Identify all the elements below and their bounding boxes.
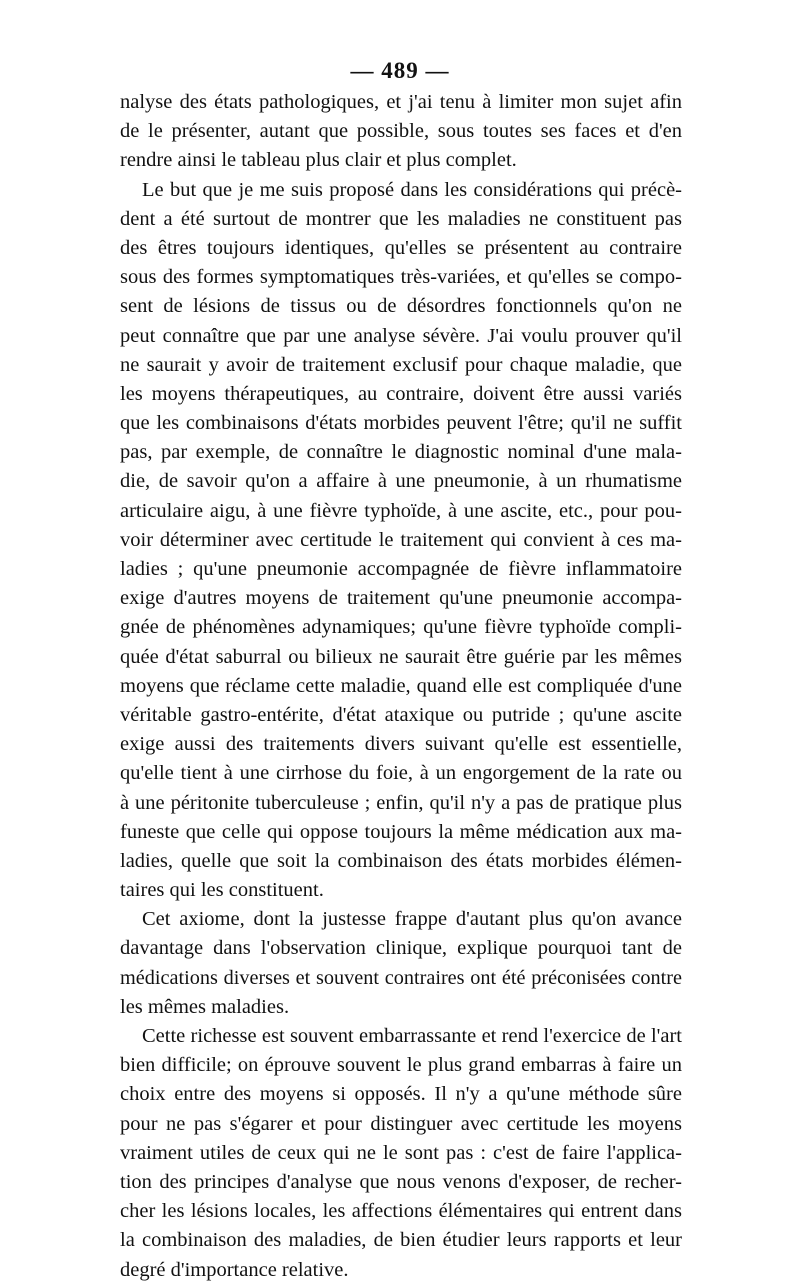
text-line: médications diverses et souvent contraires ont été préconisées contre [120,966,682,989]
paragraph-start-line: Cette richesse est souvent embarrassante et rend l'exercice de l'art [142,1025,682,1047]
text-line: peut connaître que par une analyse sévère. J'ai voulu prouver qu'il [120,324,682,347]
text-line: rendre ainsi le tableau plus clair et plus complet. [120,149,517,172]
body-text [120,88,682,1285]
text-line: ne saurait y avoir de traitement exclusif pour chaque maladie, que [120,353,682,376]
text-line: ladies, quelle que soit la combinaison des états morbides élémen- [120,849,682,872]
text-line: dent a été surtout de montrer que les maladies ne constituent pas [120,207,682,230]
text-line: la combinaison des maladies, de bien étudier leurs rapports et leur [120,1229,682,1252]
text-line: davantage dans l'observation clinique, explique pourquoi tant de [120,937,682,960]
text-line: que les combinaisons d'états morbides peuvent l'être; qu'il ne suffit [120,412,682,435]
text-line: sous des formes symptomatiques très-variées, et qu'elles se compo- [120,266,682,289]
text-line: die, de savoir qu'on a affaire à une pneumonie, à un rhumatisme [120,470,682,493]
text-line: pour ne pas s'égarer et pour distinguer avec certitude les moyens [120,1112,682,1135]
text-line: qu'elle tient à une cirrhose du foie, à un engorgement de la rate ou [120,762,682,785]
text-line: degré d'importance relative. [120,1258,349,1281]
text-line: tion des principes d'analyse que nous venons d'exposer, de recher- [120,1170,682,1193]
text-line: pas, par exemple, de connaître le diagnostic nominal d'une mala- [120,441,682,464]
paragraph-start-line: Cet axiome, dont la justesse frappe d'autant plus qu'on avance [142,908,682,931]
text-line: exige aussi des traitements divers suivant qu'elle est essentielle, [120,733,682,756]
text-line: bien difficile; on éprouve souvent le plus grand embarras à faire un [120,1054,682,1077]
text-line: les moyens thérapeutiques, au contraire, doivent être aussi variés [120,382,682,405]
text-line: moyens que réclame cette maladie, quand elle est compliquée d'une [120,674,682,697]
text-line: taires qui les constituent. [120,879,324,902]
text-line: funeste que celle qui oppose toujours la même médication aux ma- [120,820,682,843]
text-line: de le présenter, autant que possible, sous toutes ses faces et d'en [120,120,682,143]
text-line: articulaire aigu, à une fièvre typhoïde, à une ascite, etc., pour pou- [120,499,682,522]
paragraph-start-line: Le but que je me suis proposé dans les considérations qui précè- [142,178,682,201]
text-line: exige d'autres moyens de traitement qu'une pneumonie accompa- [120,587,682,610]
text-line: vraiment utiles de ceux qui ne le sont pas : c'est de faire l'applica- [120,1141,682,1164]
text-line: gnée de phénomènes adynamiques; qu'une fièvre typhoïde compli- [120,616,682,639]
text-line: ladies ; qu'une pneumonie accompagnée de fièvre inflammatoire [120,558,682,580]
text-line: les mêmes maladies. [120,995,290,1018]
text-line: véritable gastro-entérite, d'état ataxique ou putride ; qu'une ascite [120,703,682,726]
text-line: des êtres toujours identiques, qu'elles se présentent au contraire [120,236,682,259]
text-line: choix entre des moyens si opposés. Il n'y a qu'une méthode sûre [120,1083,682,1106]
text-line: cher les lésions locales, les affections élémentaires qui entrent dans [120,1200,682,1223]
text-line: voir déterminer avec certitude le traitement qui convient à ces ma- [120,528,682,551]
text-line: à une péritonite tuberculeuse ; enfin, qu'il n'y a pas de pratique plus [120,791,682,814]
text-line: nalyse des états pathologiques, et j'ai tenu à limiter mon sujet afin [120,91,682,113]
page-number: — 489 — [350,58,450,83]
text-line: quée d'état saburral ou bilieux ne saurait être guérie par les mêmes [120,645,682,668]
text-line: sent de lésions de tissus ou de désordres fonctionnels qu'on ne [120,295,682,318]
